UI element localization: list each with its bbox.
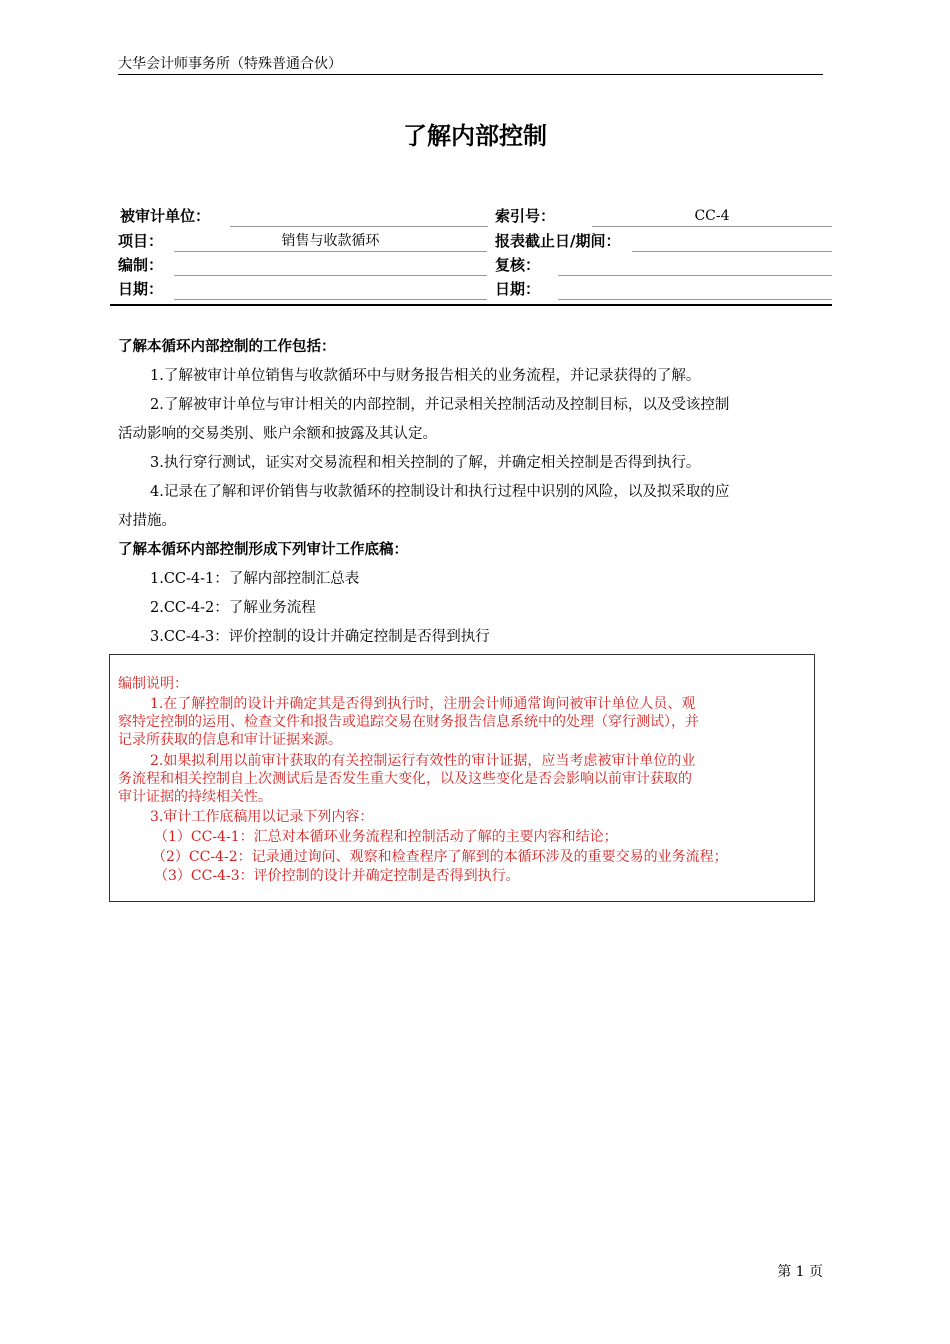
section-title-workpapers: 了解本循环内部控制形成下列审计工作底稿： <box>118 542 408 558</box>
note-3-3: （3）CC-4-3：评价控制的设计并确定控制是否得到执行。 <box>154 868 520 884</box>
preparation-notes-box <box>109 654 815 902</box>
reviewed-field[interactable] <box>558 255 832 276</box>
date-label-left: 日期： <box>118 280 164 298</box>
note-1b: 察特定控制的运用、检查文件和报告或追踪交易在财务报告信息系统中的处理（穿行测试），并 <box>118 714 699 730</box>
work-item-4a: 4.记录在了解和评价销售与收款循环的控制设计和执行过程中识别的风险，以及拟采取的应 <box>150 484 730 500</box>
notes-heading: 编制说明： <box>118 676 188 692</box>
document-title: 了解内部控制 <box>403 122 547 150</box>
work-item-4b: 对措施。 <box>118 513 176 529</box>
note-1c: 记录所获取的信息和审计证据来源。 <box>118 732 342 748</box>
page-header <box>118 56 823 75</box>
prepared-label: 编制： <box>118 256 164 274</box>
workpaper-item-2: 2.CC-4-2：了解业务流程 <box>150 600 316 616</box>
note-2c: 审计证据的持续相关性。 <box>118 789 272 805</box>
reviewed-label: 复核： <box>495 256 541 274</box>
period-label: 报表截止日/期间： <box>495 232 621 250</box>
note-1a: 1.在了解控制的设计并确定其是否得到执行时，注册会计师通常询问被审计单位人员、观 <box>150 696 696 712</box>
note-3-2: （2）CC-4-2：记录通过询问、观察和检查程序了解到的本循环涉及的重要交易的业务流程； <box>152 849 728 865</box>
content-body <box>118 333 830 652</box>
note-3-1: （1）CC-4-1：汇总对本循环业务流程和控制活动了解的主要内容和结论； <box>154 829 618 845</box>
workpaper-item-1: 1.CC-4-1：了解内部控制汇总表 <box>150 571 360 587</box>
project-label: 项目： <box>118 232 164 250</box>
index-field[interactable]: CC-4 <box>592 206 832 227</box>
period-field[interactable] <box>632 231 832 252</box>
auditee-label: 被审计单位： <box>120 207 211 225</box>
note-2b: 务流程和相关控制自上次测试后是否发生重大变化，以及这些变化是否会影响以前审计获取的 <box>118 771 692 787</box>
section-title-work: 了解本循环内部控制的工作包括： <box>118 339 336 355</box>
page-number: 第 1 页 <box>777 1264 823 1280</box>
info-block <box>110 200 832 306</box>
note-3: 3.审计工作底稿用以记录下列内容： <box>150 809 374 825</box>
project-field[interactable]: 销售与收款循环 <box>174 231 487 252</box>
prepared-field[interactable] <box>174 255 487 276</box>
work-item-3: 3.执行穿行测试，证实对交易流程和相关控制的了解，并确定相关控制是否得到执行。 <box>150 455 701 471</box>
auditee-field[interactable] <box>230 206 488 227</box>
date-field-right[interactable] <box>558 279 832 300</box>
date-label-right: 日期： <box>495 280 541 298</box>
firm-name: 大华会计师事务所（特殊普通合伙） <box>118 56 342 72</box>
date-field-left[interactable] <box>174 279 487 300</box>
work-item-1: 1.了解被审计单位销售与收款循环中与财务报告相关的业务流程，并记录获得的了解。 <box>150 368 701 384</box>
work-item-2b: 活动影响的交易类别、账户余额和披露及其认定。 <box>118 426 437 442</box>
workpaper-item-3: 3.CC-4-3：评价控制的设计并确定控制是否得到执行 <box>150 629 490 645</box>
note-2a: 2.如果拟利用以前审计获取的有关控制运行有效性的审计证据，应当考虑被审计单位的业 <box>150 753 696 769</box>
work-item-2a: 2.了解被审计单位与审计相关的内部控制，并记录相关控制活动及控制目标，以及受该控制 <box>150 397 730 413</box>
index-label: 索引号： <box>495 207 556 225</box>
